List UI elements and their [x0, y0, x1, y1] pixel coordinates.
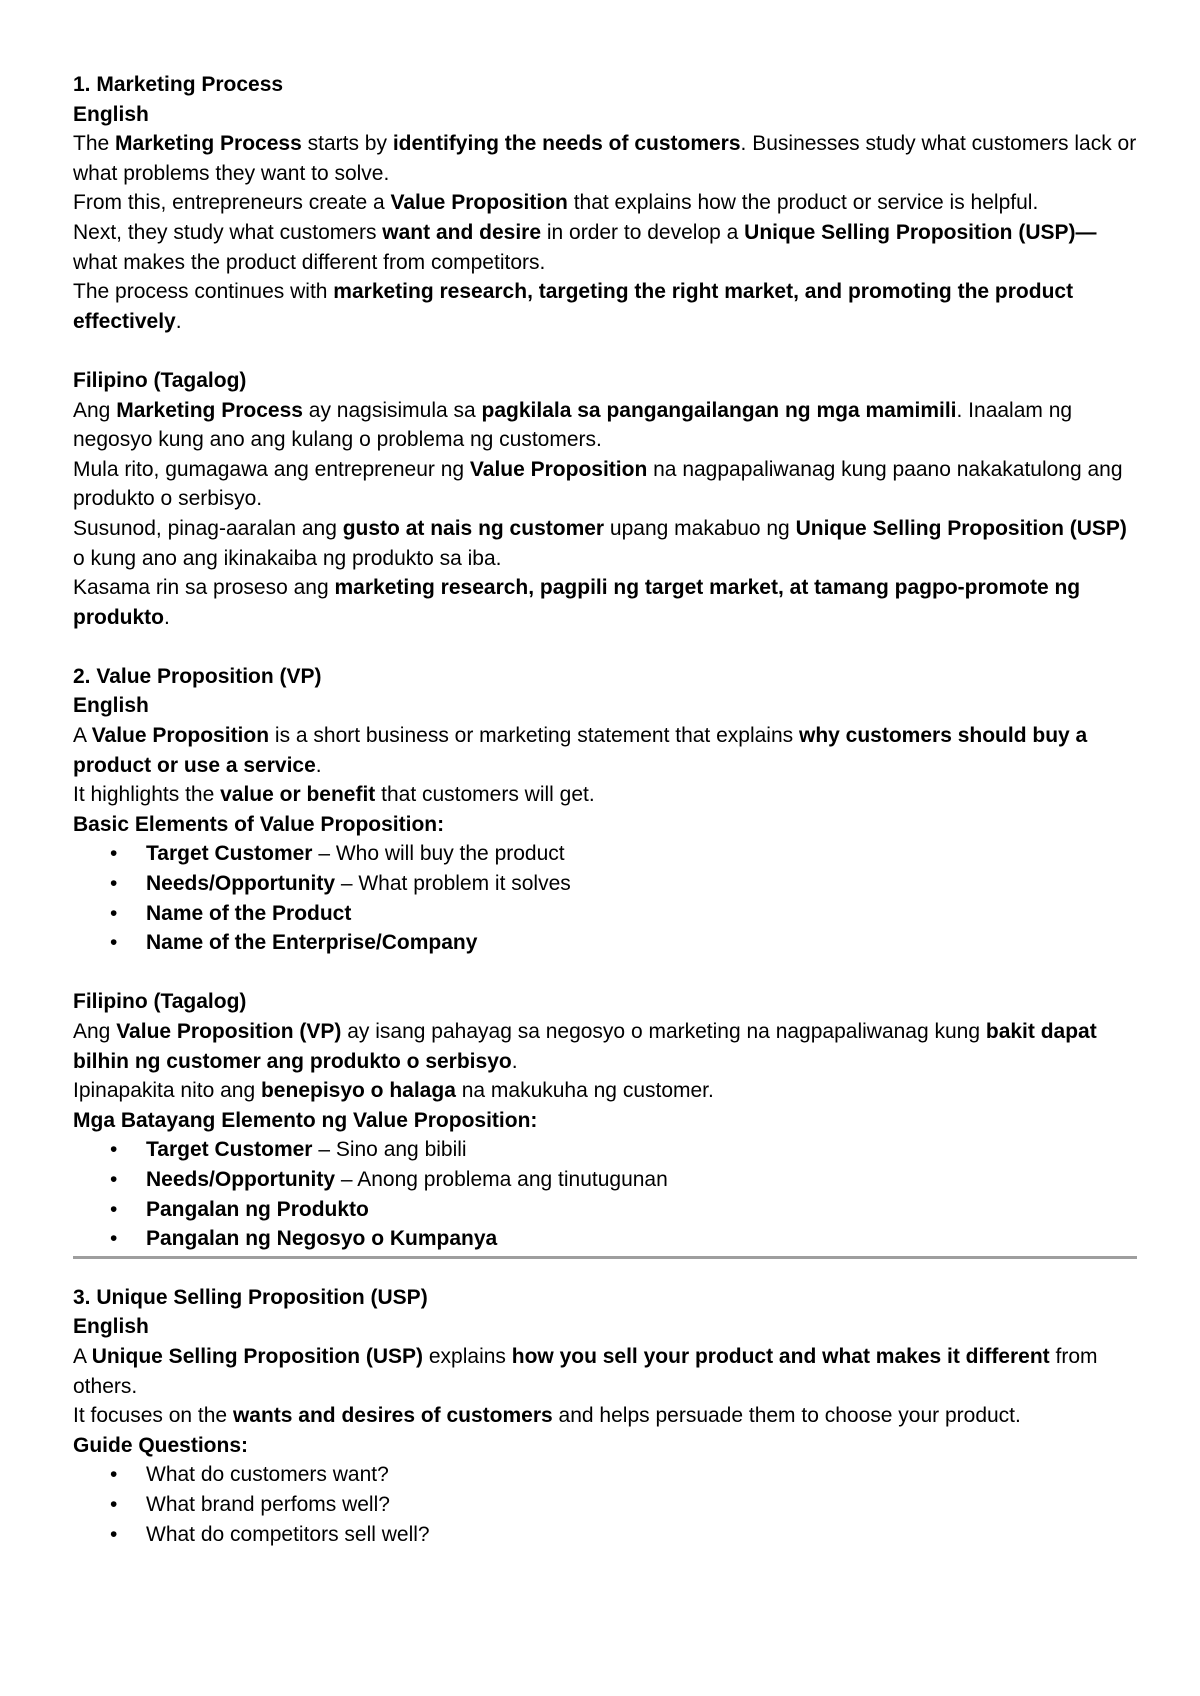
- list-item: [73, 928, 1140, 958]
- s2-en-elements-title: Basic Elements of Value Proposition:: [73, 812, 445, 836]
- text: From this, entrepreneurs create a: [73, 191, 391, 215]
- s2-fil-elements-title: Mga Batayang Elemento ng Value Proposition:: [73, 1108, 538, 1132]
- bold-text: Value Proposition: [91, 724, 270, 748]
- list-item-desc: – What problem it solves: [335, 872, 571, 896]
- text: The process continues with: [73, 280, 334, 304]
- bold-text: Marketing Process: [115, 132, 302, 156]
- text: Next, they study what customers: [73, 220, 383, 244]
- s3-guide-questions-list: [73, 1460, 1140, 1549]
- list-item-term: Target Customer: [146, 842, 313, 866]
- list-item: [73, 1135, 1140, 1165]
- text: Ang: [73, 1020, 117, 1043]
- section-3-title: 3. Unique Selling Proposition (USP): [73, 1285, 428, 1309]
- bold-text: identifying the needs of customers: [392, 132, 741, 156]
- text: ay nagsisimula sa: [302, 398, 482, 422]
- s1-fil-paragraph-3: [73, 514, 1140, 573]
- section-1-filipino-label: Filipino (Tagalog): [73, 368, 247, 392]
- text: that explains how the product or service is helpful.: [567, 191, 1039, 215]
- text: ay isang pahayag sa negosyo o marketing na nagpapaliwanag kung: [341, 1020, 986, 1043]
- bold-text: marketing research, pagpili ng target market, at tamang pagpo-promote ng produkto: [73, 576, 1081, 629]
- text: that customers will get.: [375, 783, 595, 807]
- text: na makukuha ng customer.: [455, 1079, 714, 1103]
- s2-fil-paragraph-1: [73, 1017, 1140, 1076]
- text: na nagpapaliwanag kung paano nakakatulong ang produkto o serbisyo.: [73, 457, 1123, 511]
- horizontal-divider: [73, 1256, 1137, 1259]
- list-item: [73, 1224, 1140, 1254]
- s1-en-paragraph-1: [73, 129, 1140, 188]
- section-2-title: 2. Value Proposition (VP): [73, 664, 322, 688]
- bold-text: Unique Selling Proposition (USP): [91, 1344, 424, 1368]
- s1-fil-paragraph-4: [73, 573, 1140, 632]
- s2-fil-elements-list: [73, 1135, 1140, 1253]
- text: .: [511, 1049, 518, 1073]
- bold-text: value or benefit: [220, 783, 376, 807]
- bold-text: pagkilala sa pangangailangan ng mga mamimili: [481, 398, 957, 422]
- s1-en-paragraph-2: [73, 188, 1140, 218]
- bold-text: benepisyo o halaga: [260, 1079, 456, 1103]
- bold-text: Marketing Process: [116, 398, 303, 422]
- text: what makes the product different from competitors.: [73, 250, 546, 274]
- s3-guide-questions-title: Guide Questions:: [73, 1433, 249, 1457]
- section-1-title: 1. Marketing Process: [73, 73, 284, 96]
- bold-text: Value Proposition: [469, 457, 648, 481]
- bold-text: Unique Selling Proposition (USP): [795, 516, 1127, 540]
- s1-fil-paragraph-1: [73, 396, 1140, 455]
- s1-en-paragraph-3: [73, 218, 1140, 277]
- text: starts by: [301, 132, 393, 156]
- bold-text: bakit dapat bilhin ng customer ang produkto o serbisyo: [73, 1020, 1097, 1073]
- list-item-term: Name of the Enterprise/Company: [146, 931, 478, 955]
- text: Mula rito, gumagawa ang entrepreneur ng: [73, 457, 470, 481]
- list-item-term: Pangalan ng Negosyo o Kumpanya: [146, 1227, 498, 1251]
- list-item: • What brand perfoms well?: [73, 1490, 1140, 1520]
- s3-en-paragraph-1: [73, 1342, 1140, 1401]
- list-item-term: Name of the Product: [146, 901, 352, 925]
- s1-en-paragraph-4: [73, 277, 1140, 336]
- text: . Inaalam ng negosyo kung ano ang kulang o problema ng customers.: [73, 398, 1073, 452]
- bold-text: Unique Selling Proposition (USP)—: [744, 220, 1097, 244]
- text: Kasama rin sa proseso ang: [73, 576, 335, 600]
- text: . Businesses study what customers lack or what problems they want to solve.: [73, 132, 1137, 185]
- s2-en-paragraph-1: [73, 721, 1140, 780]
- text: explains: [423, 1344, 512, 1368]
- text: and helps persuade them to choose your product.: [552, 1404, 1021, 1428]
- text: upang makabuo ng: [604, 516, 796, 540]
- list-item-term: Needs/Opportunity: [146, 1167, 336, 1191]
- text: .: [315, 753, 322, 777]
- text: Ang: [73, 398, 117, 422]
- s2-en-elements-list: [73, 839, 1140, 957]
- list-item: [73, 899, 1140, 929]
- s2-en-paragraph-2: [73, 780, 1140, 810]
- text: It highlights the: [73, 783, 221, 807]
- bold-text: marketing research, targeting the right market, and promoting the product effectively: [73, 280, 1074, 333]
- text: o kung ano ang ikinakaiba ng produkto sa iba.: [73, 546, 502, 570]
- text: It focuses on the: [73, 1404, 233, 1428]
- bold-text: Value Proposition (VP): [116, 1020, 342, 1043]
- section-2-filipino-label: Filipino (Tagalog): [73, 990, 247, 1014]
- list-item: [73, 839, 1140, 869]
- list-item: • What do customers want?: [73, 1460, 1140, 1490]
- text: A: [73, 1344, 92, 1368]
- s1-fil-paragraph-2: [73, 455, 1140, 514]
- text: is a short business or marketing statement that explains: [269, 724, 799, 748]
- section-3-english-label: English: [73, 1315, 149, 1339]
- list-item: [73, 1165, 1140, 1195]
- bold-text: how you sell your product and what makes it different: [511, 1344, 1050, 1368]
- list-item: [73, 869, 1140, 899]
- bold-text: wants and desires of customers: [232, 1404, 553, 1428]
- bold-text: Value Proposition: [390, 191, 568, 215]
- text: The: [73, 132, 116, 156]
- list-item: • What do competitors sell well?: [73, 1520, 1140, 1550]
- bold-text: why customers should buy a product or use a service: [73, 724, 1088, 777]
- list-item-term: Needs/Opportunity: [146, 872, 336, 896]
- bold-text: gusto at nais ng customer: [342, 516, 605, 540]
- text: Susunod, pinag-aaralan ang: [73, 516, 343, 540]
- document-page: [73, 70, 1140, 1549]
- text: A: [73, 724, 92, 748]
- list-item-desc: – Who will buy the product: [312, 842, 565, 866]
- section-2-english-label: English: [73, 694, 149, 718]
- list-item-desc: – Sino ang bibili: [312, 1138, 467, 1162]
- section-1-english-label: English: [73, 102, 149, 126]
- text: .: [163, 605, 170, 629]
- list-item-term: Pangalan ng Produkto: [146, 1197, 369, 1221]
- text: from others.: [73, 1344, 1098, 1398]
- s3-en-paragraph-2: [73, 1401, 1140, 1431]
- text: Ipinapakita nito ang: [73, 1079, 261, 1103]
- text: in order to develop a: [541, 220, 745, 244]
- list-item: [73, 1195, 1140, 1225]
- list-item-term: Target Customer: [146, 1138, 313, 1162]
- text: .: [175, 309, 182, 333]
- bold-text: want and desire: [382, 220, 542, 244]
- list-item-desc: – Anong problema ang tinutugunan: [335, 1167, 668, 1191]
- s2-fil-paragraph-2: [73, 1076, 1140, 1106]
